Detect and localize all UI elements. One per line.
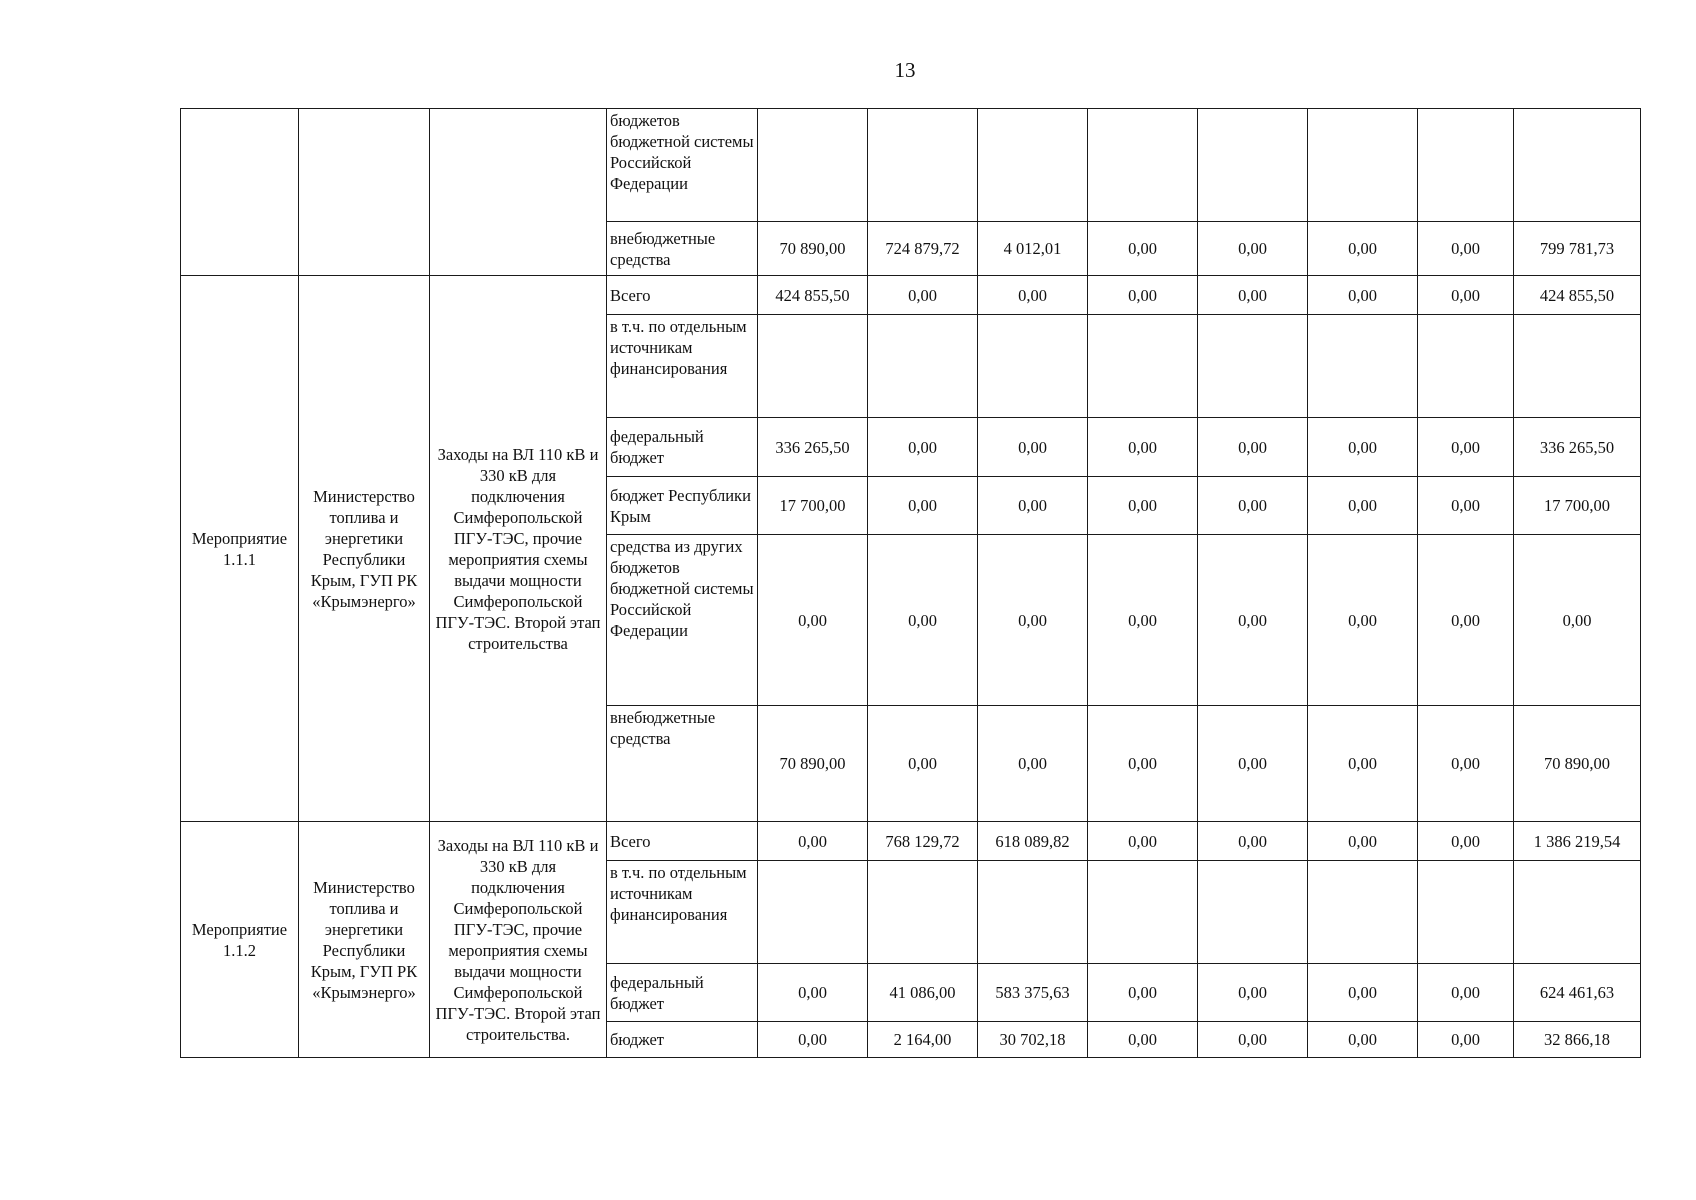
value-cell [1418,861,1514,964]
value-cell: 0,00 [1088,222,1198,276]
table-row [181,276,1641,315]
value-cell [1308,109,1418,222]
executor-cell: Министерство топлива и энергетики Республики Крым, ГУП РК «Крымэнерго» [299,822,430,1058]
value-cell: 0,00 [868,418,978,477]
value-cell: 70 890,00 [1514,706,1641,822]
value-cell: 0,00 [1198,1022,1308,1058]
value-cell: 0,00 [1308,276,1418,315]
value-cell: 32 866,18 [1514,1022,1641,1058]
value-cell: 0,00 [1418,822,1514,861]
value-cell [1198,109,1308,222]
value-cell [868,315,978,418]
value-cell: 0,00 [1308,418,1418,477]
value-cell: 0,00 [1308,535,1418,706]
description-cell: Заходы на ВЛ 110 кВ и 330 кВ для подключения Симферопольской ПГУ-ТЭС, прочие мероприятия схемы выдачи мощности Симферопольской ПГУ-ТЭС. Второй этап строительства. [430,822,607,1058]
value-cell [1198,315,1308,418]
value-cell: 0,00 [1198,477,1308,535]
value-cell: 424 855,50 [1514,276,1641,315]
value-cell [978,315,1088,418]
value-cell [1198,861,1308,964]
measure-cell: Мероприятие 1.1.1 [181,276,299,822]
value-cell: 0,00 [758,964,868,1022]
value-cell: 0,00 [1198,706,1308,822]
value-cell: 336 265,50 [1514,418,1641,477]
value-cell: 0,00 [1088,276,1198,315]
value-cell [978,861,1088,964]
value-cell: 0,00 [1308,964,1418,1022]
value-cell: 0,00 [1198,222,1308,276]
value-cell: 17 700,00 [758,477,868,535]
source-cell: бюджет Республики Крым [607,477,758,535]
source-cell: внебюджетные средства [607,222,758,276]
value-cell: 0,00 [1198,964,1308,1022]
source-cell: федеральный бюджет [607,964,758,1022]
value-cell [1514,315,1641,418]
value-cell: 0,00 [1308,1022,1418,1058]
table-body [181,109,1641,1058]
table-row [181,822,1641,861]
value-cell: 0,00 [978,477,1088,535]
source-cell: бюджет [607,1022,758,1058]
value-cell: 0,00 [868,477,978,535]
value-cell: 0,00 [1198,276,1308,315]
value-cell [1308,315,1418,418]
description-cell [430,109,607,276]
value-cell [1088,315,1198,418]
value-cell: 799 781,73 [1514,222,1641,276]
value-cell: 0,00 [1088,535,1198,706]
value-cell: 30 702,18 [978,1022,1088,1058]
value-cell: 724 879,72 [868,222,978,276]
value-cell: 0,00 [1418,1022,1514,1058]
value-cell: 0,00 [868,706,978,822]
value-cell: 0,00 [978,706,1088,822]
value-cell: 0,00 [758,535,868,706]
measure-cell [181,109,299,276]
value-cell: 70 890,00 [758,706,868,822]
value-cell: 0,00 [868,535,978,706]
value-cell: 0,00 [1418,222,1514,276]
value-cell [1418,109,1514,222]
value-cell: 0,00 [1418,535,1514,706]
value-cell: 583 375,63 [978,964,1088,1022]
value-cell: 0,00 [1088,822,1198,861]
value-cell: 624 461,63 [1514,964,1641,1022]
executor-cell [299,109,430,276]
source-cell: федеральный бюджет [607,418,758,477]
value-cell: 424 855,50 [758,276,868,315]
financing-table [180,108,1641,1058]
value-cell: 0,00 [978,276,1088,315]
source-cell: бюджетов бюджетной системы Российской Федерации [607,109,758,222]
value-cell: 1 386 219,54 [1514,822,1641,861]
value-cell: 0,00 [1308,477,1418,535]
source-cell: в т.ч. по отдельным источникам финансирования [607,861,758,964]
value-cell: 0,00 [1418,964,1514,1022]
value-cell: 70 890,00 [758,222,868,276]
value-cell: 0,00 [1418,477,1514,535]
source-cell: Всего [607,276,758,315]
value-cell [1088,861,1198,964]
value-cell [1088,109,1198,222]
source-cell: Всего [607,822,758,861]
value-cell: 768 129,72 [868,822,978,861]
value-cell: 336 265,50 [758,418,868,477]
value-cell [868,861,978,964]
value-cell: 0,00 [1418,418,1514,477]
measure-cell: Мероприятие 1.1.2 [181,822,299,1058]
source-cell: внебюджетные средства [607,706,758,822]
executor-cell: Министерство топлива и энергетики Республики Крым, ГУП РК «Крымэнерго» [299,276,430,822]
value-cell: 0,00 [1198,822,1308,861]
value-cell [978,109,1088,222]
value-cell: 41 086,00 [868,964,978,1022]
page-number: 13 [894,58,916,82]
source-cell: в т.ч. по отдельным источникам финансирования [607,315,758,418]
value-cell: 0,00 [1088,964,1198,1022]
value-cell: 0,00 [1308,706,1418,822]
description-cell: Заходы на ВЛ 110 кВ и 330 кВ для подключения Симферопольской ПГУ-ТЭС, прочие мероприятия схемы выдачи мощности Симферопольской ПГУ-ТЭС. Второй этап строительства [430,276,607,822]
value-cell: 0,00 [1514,535,1641,706]
value-cell: 0,00 [1198,535,1308,706]
value-cell [1418,315,1514,418]
value-cell: 0,00 [1088,418,1198,477]
value-cell: 2 164,00 [868,1022,978,1058]
value-cell: 0,00 [1418,276,1514,315]
value-cell: 0,00 [978,535,1088,706]
value-cell [758,315,868,418]
source-cell: средства из других бюджетов бюджетной системы Российской Федерации [607,535,758,706]
value-cell: 0,00 [1088,477,1198,535]
value-cell [868,109,978,222]
value-cell: 0,00 [758,822,868,861]
value-cell: 17 700,00 [1514,477,1641,535]
value-cell [758,861,868,964]
value-cell [1514,109,1641,222]
value-cell: 0,00 [758,1022,868,1058]
value-cell: 0,00 [1088,706,1198,822]
value-cell: 0,00 [868,276,978,315]
value-cell: 0,00 [1418,706,1514,822]
value-cell: 0,00 [978,418,1088,477]
value-cell: 0,00 [1198,418,1308,477]
value-cell: 0,00 [1308,222,1418,276]
value-cell: 0,00 [1308,822,1418,861]
value-cell: 4 012,01 [978,222,1088,276]
value-cell [1514,861,1641,964]
value-cell: 618 089,82 [978,822,1088,861]
value-cell [758,109,868,222]
value-cell: 0,00 [1088,1022,1198,1058]
value-cell [1308,861,1418,964]
table-row [181,109,1641,222]
